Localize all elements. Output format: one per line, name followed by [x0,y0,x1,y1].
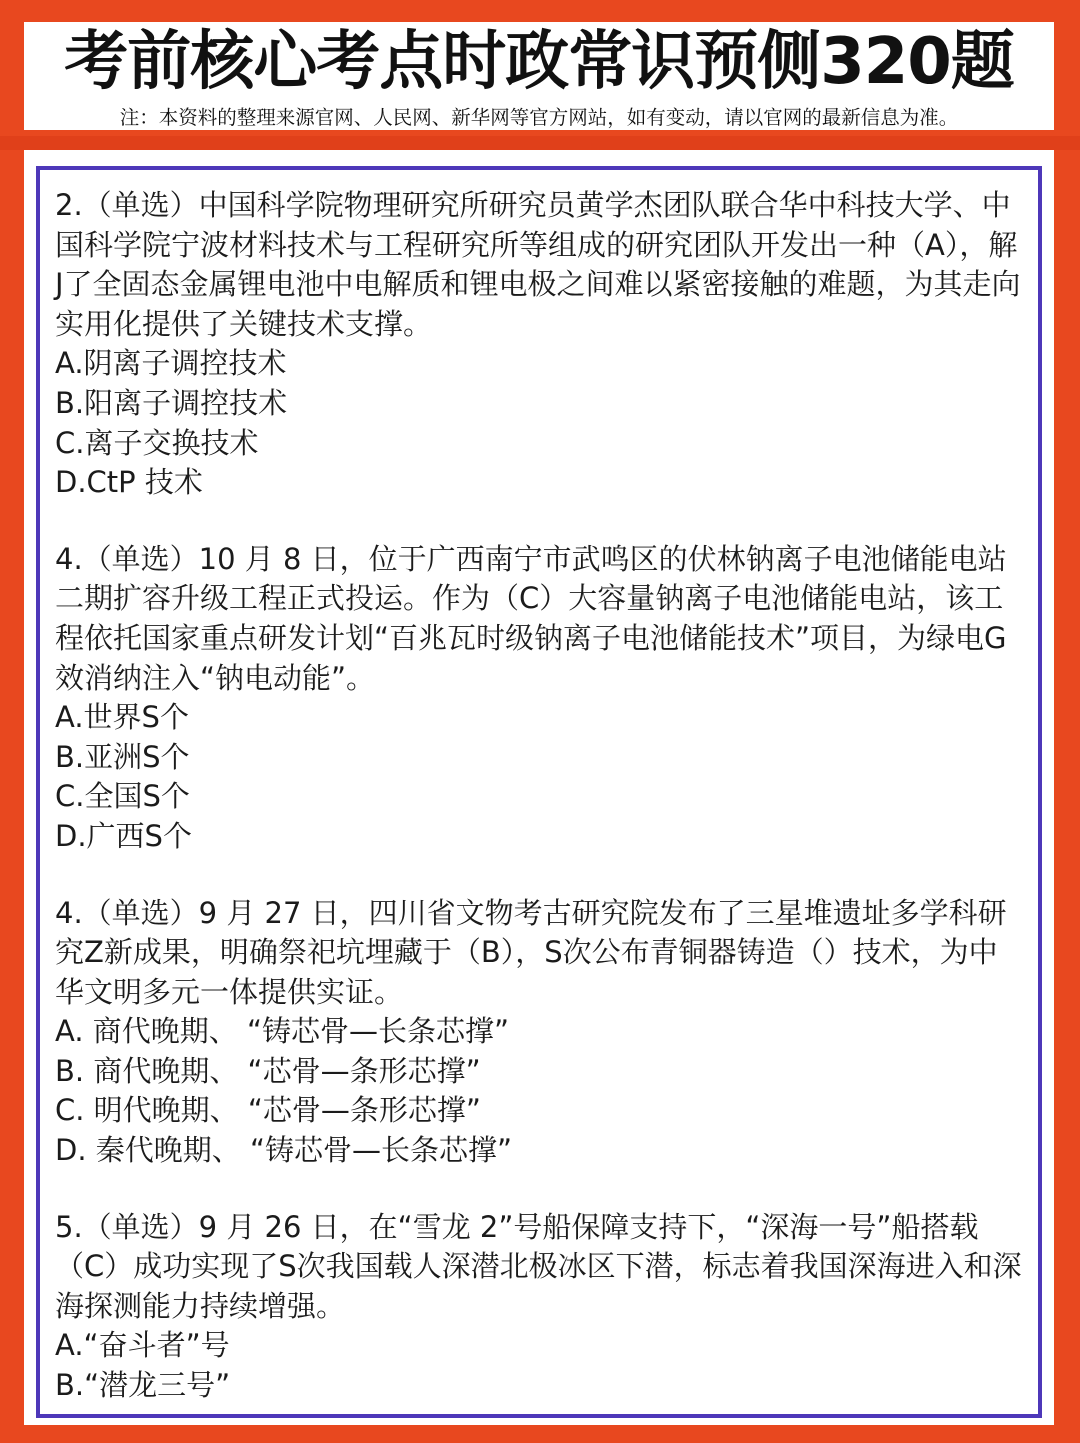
question-item [55,186,1025,503]
option-d: D.CtP 技术 [55,465,203,500]
option-d: D.广西S个 [55,818,192,853]
option-a: A. 商代晚期、 “铸芯骨—长条芯撑” [55,1014,510,1049]
header-banner [24,22,1054,130]
question-text: 4.（单选）9 月 27 日，四川省文物考古研究院发布了三星堆遗址多学科研究Z新成果，明确祭祀坑埋藏于（B），S次公布青铜器铸造（）技术，为中华文明多元一体提供实证。 [55,895,1007,1009]
question-list [55,186,1025,1443]
question-item [55,540,1025,857]
option-b: B.阳离子调控技术 [55,385,288,420]
option-a: A.“奋斗者”号 [55,1328,230,1363]
option-b: B. 商代晚期、 “芯骨—条形芯撑” [55,1053,481,1088]
question-text: 4.（单选）10 月 8 日，位于广西南宁市武鸣区的伏林钠离子电池储能电站二期扩容升级工程正式投运。作为（C）大容量钠离子电池储能电站，该工程依托国家重点研发计划“百兆瓦时级钠离子电池储能技术”项目，为绿电G效消纳注入“钠电动能”。 [55,541,1007,695]
question-item [55,894,1025,1171]
question-text: 2.（单选）中国科学院物理研究所研究员黄学杰团队联合华中科技大学、中国科学院宁波材料技术与工程研究所等组成的研究团队开发出一种（A），解J了全固态金属锂电池中电解质和锂电极之间难以紧密接触的难题，为其走向实用化提供了关键技术支撑。 [55,188,1021,341]
page-title: 考前核心考点时政常识预侧320题 [64,25,1014,99]
source-note: 注：本资料的整理来源官网、人民网、新华网等官方网站，如有变动，请以官网的最新信息为准。 [119,106,959,129]
divider-stripe [0,136,1080,150]
option-d: D. 秦代晚期、 “铸芯骨—长条芯撑” [55,1133,513,1168]
option-c: C. 明代晚期、 “芯骨—条形芯撑” [55,1093,481,1128]
question-item [55,1208,1025,1406]
option-a: A.阴离子调控技术 [55,346,287,381]
option-c: C.全国S个 [55,779,190,814]
option-b: B.“潜龙三号” [55,1368,231,1403]
option-b: B.亚洲S个 [55,739,190,774]
question-text: 5.（单选）9 月 26 日，在“雪龙 2”号船保障支持下，“深海一号”船搭载（C）成功实现了S次我国载人深潜北极冰区下潜，标志着我国深海进入和深海探测能力持续增强。 [55,1209,1022,1323]
option-a: A.世界S个 [55,700,189,735]
option-c: C.离子交换技术 [55,425,259,460]
